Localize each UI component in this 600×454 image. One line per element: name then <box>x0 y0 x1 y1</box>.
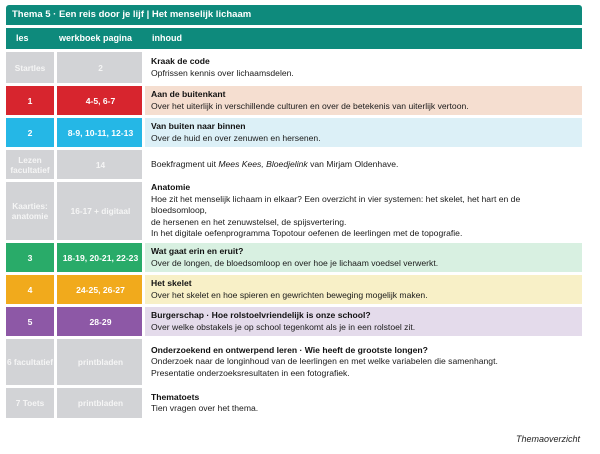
row-text: Over het skelet en hoe spieren en gewrichten beweging mogelijk maken. <box>151 289 428 300</box>
les-cell: 7 Toets <box>6 388 54 418</box>
table-title: Thema 5 · Een reis door je lijf | Het menselijk lichaam <box>6 5 582 25</box>
table-row <box>6 52 582 83</box>
footer-caption: Themaoverzicht <box>515 434 580 444</box>
inhoud-cell <box>145 243 582 272</box>
table-row <box>6 150 582 179</box>
table-row <box>6 243 582 272</box>
les-cell: 5 <box>6 307 54 336</box>
row-title: Kraak de code <box>151 56 210 66</box>
row-text: Over het uiterlijk in verschillende culturen en over de betekenis van uiterlijk vertoon. <box>151 100 469 111</box>
row-text: Hoe zit het menselijk lichaam in elkaar? Een overzicht in vier systemen: het skelet, het hart en de bloedsomloop, <box>151 193 521 216</box>
table-row <box>6 86 582 115</box>
row-title: Onderzoekend en ontwerpend leren · Wie heeft de grootste longen? <box>151 344 428 355</box>
pagina-cell: 28-29 <box>57 307 142 336</box>
row-title: Burgerschap · Hoe rolstoelvriendelijk is onze school? <box>151 310 371 320</box>
les-cell: 4 <box>6 275 54 304</box>
inhoud-cell <box>145 388 582 418</box>
table-row <box>6 388 582 418</box>
table-row <box>6 182 582 240</box>
row-text: In het digitale oefenprogramma Topotour oefenen de leerlingen met de topografie. <box>151 228 463 239</box>
pagina-cell: printbladen <box>57 388 142 418</box>
book-title: Mees Kees, Bloedjelink <box>218 158 308 169</box>
inhoud-cell <box>145 275 582 304</box>
inhoud-cell <box>145 150 582 179</box>
pagina-cell: 16-17 + digitaal <box>57 182 142 240</box>
header-werkboek: werkboek pagina <box>59 33 133 43</box>
pagina-cell: 2 <box>57 52 142 83</box>
table-header <box>6 28 582 49</box>
table-row <box>6 275 582 304</box>
row-text: Over welke obstakels je op school tegenkomt als je in een rolstoel zit. <box>151 321 416 332</box>
les-cell: Kaarties: anatomie <box>6 182 54 240</box>
inhoud-cell <box>145 118 582 147</box>
les-cell: 6 facultatief <box>6 339 54 385</box>
pagina-cell: 14 <box>57 150 142 179</box>
inhoud-cell <box>145 182 582 240</box>
inhoud-cell <box>145 86 582 115</box>
header-inhoud: inhoud <box>152 33 182 43</box>
row-text: Presentatie onderzoeksresultaten in een fotografiek. <box>151 367 350 378</box>
les-cell: Startles <box>6 52 54 83</box>
row-title: Thematoets <box>151 391 200 402</box>
pagina-cell: printbladen <box>57 339 142 385</box>
pagina-cell: 4-5, 6-7 <box>57 86 142 115</box>
table-row <box>6 118 582 147</box>
table-row <box>6 307 582 336</box>
inhoud-cell <box>145 307 582 336</box>
row-text: Over de longen, de bloedsomloop en over hoe je lichaam voedsel verwerkt. <box>151 257 439 268</box>
pagina-cell: 24-25, 26-27 <box>57 275 142 304</box>
table-row <box>6 339 582 385</box>
row-text: Onderzoek naar de longinhoud van de leerlingen en met welke variabelen die samenhangt. <box>151 356 498 367</box>
row-text: Boekfragment uit Mees Kees, Bloedjelink van Mirjam Oldenhave. <box>151 158 399 169</box>
les-cell: 2 <box>6 118 54 147</box>
les-cell: Lezen facultatief <box>6 150 54 179</box>
les-cell: 3 <box>6 243 54 272</box>
header-les: les <box>16 33 29 43</box>
row-text: de hersenen en het zenuwstelsel, de spijsvertering. <box>151 216 347 227</box>
row-title: Wat gaat erin en eruit? <box>151 246 244 256</box>
row-title: Het skelet <box>151 278 192 288</box>
row-title: Van buiten naar binnen <box>151 121 246 131</box>
inhoud-cell <box>145 339 582 385</box>
overview-table <box>6 5 582 418</box>
les-cell: 1 <box>6 86 54 115</box>
inhoud-cell <box>145 52 582 83</box>
row-text: Over de huid en over zenuwen en hersenen. <box>151 132 321 143</box>
pagina-cell: 18-19, 20-21, 22-23 <box>57 243 142 272</box>
row-text: Tien vragen over het thema. <box>151 403 259 413</box>
row-title: Anatomie <box>151 182 191 193</box>
row-title: Aan de buitenkant <box>151 89 226 99</box>
row-text: Opfrissen kennis over lichaamsdelen. <box>151 67 294 78</box>
pagina-cell: 8-9, 10-11, 12-13 <box>57 118 142 147</box>
